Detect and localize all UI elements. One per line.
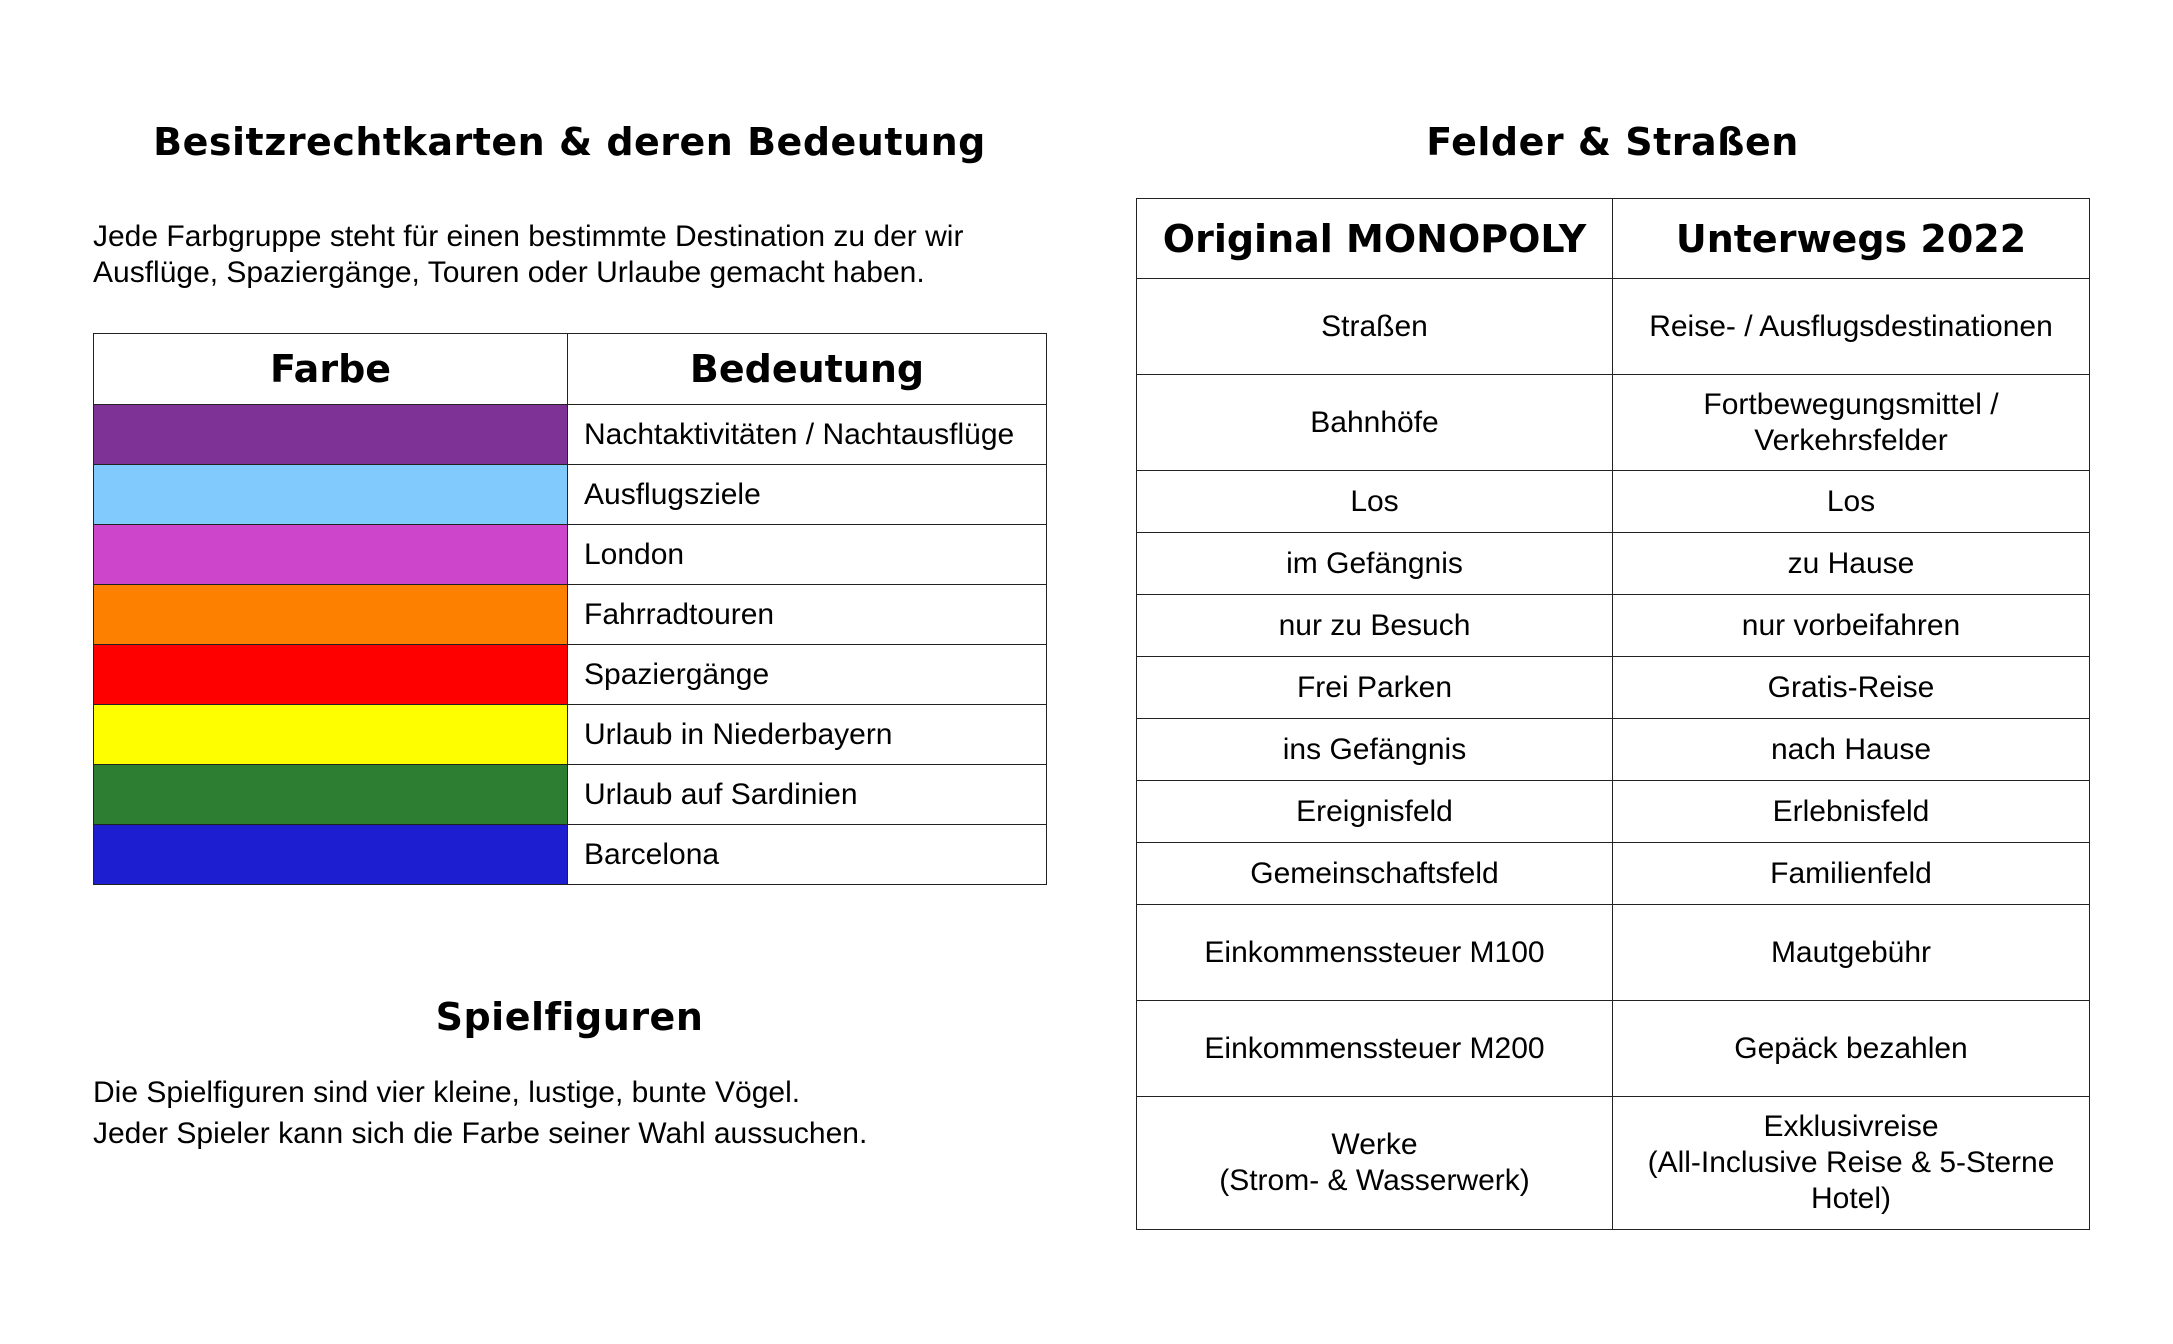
table-row <box>94 405 1047 465</box>
header-bedeutung: Bedeutung <box>568 334 1047 405</box>
cell-line: Einkommenssteuer M100 <box>1204 935 1545 969</box>
cell-line: nur zu Besuch <box>1278 608 1471 642</box>
new-field-cell <box>1613 375 2090 471</box>
table-row <box>94 765 1047 825</box>
new-field-cell <box>1613 719 2090 781</box>
table-row <box>94 585 1047 645</box>
header-unterwegs: Unterwegs 2022 <box>1613 199 2090 279</box>
original-field-cell <box>1137 1001 1613 1097</box>
cell-line: (Strom- & Wasserwerk) <box>1219 1164 1530 1197</box>
fields-streets-table <box>1136 198 2090 1230</box>
color-meaning: London <box>568 525 1047 585</box>
table-header-row <box>1137 199 2090 279</box>
table-row <box>94 465 1047 525</box>
table-row <box>1137 471 2090 533</box>
table-row <box>1137 279 2090 375</box>
cell-line: ins Gefängnis <box>1282 732 1467 766</box>
color-swatch <box>94 825 568 885</box>
new-field-cell <box>1613 843 2090 905</box>
cell-line: (All-Inclusive Reise & 5-Sterne <box>1647 1146 2055 1179</box>
figures-line: Die Spielfiguren sind vier kleine, lustige, bunte Vögel. <box>93 1076 801 1109</box>
cell-line: Fortbewegungsmittel / <box>1703 387 1999 421</box>
color-meaning: Barcelona <box>568 825 1047 885</box>
cell-line: Gemeinschaftsfeld <box>1250 856 1499 890</box>
table-row <box>94 705 1047 765</box>
intro-line: Ausflüge, Spaziergänge, Touren oder Urlaube gemacht haben. <box>93 256 925 289</box>
new-field-cell <box>1613 279 2090 375</box>
header-farbe: Farbe <box>94 334 568 405</box>
cell-line: Mautgebühr <box>1770 935 1932 969</box>
cell-line: nur vorbeifahren <box>1741 608 1961 642</box>
color-meaning: Ausflugsziele <box>568 465 1047 525</box>
original-field-cell <box>1137 533 1613 595</box>
cell-line: Familienfeld <box>1770 856 1932 890</box>
table-row <box>94 525 1047 585</box>
color-swatch <box>94 705 568 765</box>
original-field-cell <box>1137 719 1613 781</box>
table-row <box>1137 1097 2090 1230</box>
color-meaning: Fahrradtouren <box>568 585 1047 645</box>
cell-line: nach Hause <box>1770 732 1932 766</box>
cell-line: Exklusivreise <box>1763 1110 1939 1143</box>
figures-line: Jeder Spieler kann sich die Farbe seiner Wahl aussuchen. <box>93 1117 868 1150</box>
original-field-cell <box>1137 905 1613 1001</box>
table-row <box>1137 533 2090 595</box>
original-field-cell <box>1137 595 1613 657</box>
color-cards-intro <box>93 219 963 291</box>
color-swatch <box>94 525 568 585</box>
color-meaning: Urlaub in Niederbayern <box>568 705 1047 765</box>
new-field-cell <box>1613 533 2090 595</box>
color-swatch <box>94 645 568 705</box>
intro-line: Jede Farbgruppe steht für einen bestimmte Destination zu der wir <box>93 220 964 253</box>
cell-line: Hotel) <box>1810 1182 1892 1215</box>
cell-line: Frei Parken <box>1296 670 1453 704</box>
new-field-cell <box>1613 657 2090 719</box>
header-original: Original MONOPOLY <box>1137 199 1613 279</box>
new-field-cell <box>1613 595 2090 657</box>
cell-line: Erlebnisfeld <box>1772 794 1930 828</box>
cell-line: Verkehrsfelder <box>1754 423 1948 457</box>
color-meaning: Nachtaktivitäten / Nachtausflüge <box>568 405 1047 465</box>
cell-line: zu Hause <box>1787 546 1915 580</box>
figures-title: Spielfiguren <box>435 995 704 1039</box>
new-field-cell <box>1613 905 2090 1001</box>
table-row <box>1137 375 2090 471</box>
new-field-cell <box>1613 471 2090 533</box>
original-field-cell <box>1137 471 1613 533</box>
fields-title: Felder & Straßen <box>1426 120 1799 164</box>
cell-line: Ereignisfeld <box>1296 794 1453 828</box>
table-row <box>94 645 1047 705</box>
color-meaning: Urlaub auf Sardinien <box>568 765 1047 825</box>
original-field-cell <box>1137 843 1613 905</box>
color-cards-title: Besitzrechtkarten & deren Bedeutung <box>153 120 986 164</box>
color-meaning: Spaziergänge <box>568 645 1047 705</box>
cell-line: Straßen <box>1321 309 1428 343</box>
original-field-cell <box>1137 279 1613 375</box>
table-row <box>1137 719 2090 781</box>
color-swatch <box>94 765 568 825</box>
figures-text <box>93 1072 867 1154</box>
cell-line: Los <box>1350 484 1399 518</box>
table-row <box>94 825 1047 885</box>
original-field-cell <box>1137 375 1613 471</box>
table-row <box>1137 657 2090 719</box>
table-row <box>1137 595 2090 657</box>
table-row <box>1137 781 2090 843</box>
cell-line: Einkommenssteuer M200 <box>1204 1031 1545 1065</box>
original-field-cell <box>1137 1097 1613 1230</box>
cell-line: Werke <box>1331 1128 1418 1161</box>
cell-line: Gratis-Reise <box>1767 670 1935 704</box>
color-swatch <box>94 585 568 645</box>
table-header-row <box>94 334 1047 405</box>
new-field-cell <box>1613 1001 2090 1097</box>
color-swatch <box>94 465 568 525</box>
table-row <box>1137 843 2090 905</box>
color-swatch <box>94 405 568 465</box>
cell-line: Reise- / Ausflugsdestinationen <box>1649 309 2053 343</box>
table-row <box>1137 1001 2090 1097</box>
new-field-cell <box>1613 1097 2090 1230</box>
cell-line: Los <box>1826 484 1876 518</box>
original-field-cell <box>1137 781 1613 843</box>
new-field-cell <box>1613 781 2090 843</box>
cell-line: im Gefängnis <box>1286 546 1463 580</box>
table-row <box>1137 905 2090 1001</box>
cell-line: Bahnhöfe <box>1310 405 1439 439</box>
color-meaning-table <box>93 333 1047 885</box>
original-field-cell <box>1137 657 1613 719</box>
cell-line: Gepäck bezahlen <box>1734 1031 1968 1065</box>
